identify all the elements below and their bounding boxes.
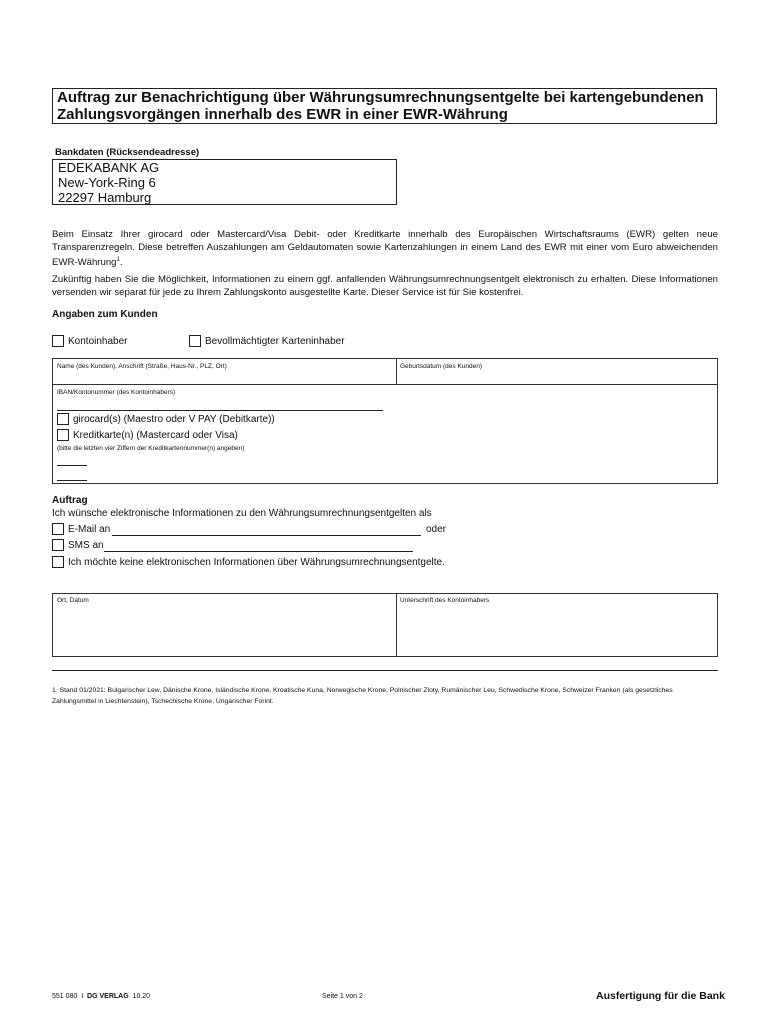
form-title [52, 88, 717, 124]
no-info-label: Ich möchte keine elektronischen Informationen über Währungsumrechnungsentgelte. [68, 556, 445, 568]
card-digits-hint: (bitte die letzten vier Ziffern der Kreditkartennummer(n) angeben) [57, 445, 245, 452]
intro-paragraph-2: Zukünftig haben Sie die Möglichkeit, Informationen zu einem ggf. anfallenden Währungsumrechnungsentgelt elektronisch zu erhalten. Diese Informationen versenden wir separat für jede zu Ihrem Zahlungskonto ausgestellte Karte. Dieser Service ist für Sie kostenfrei. [52, 274, 718, 298]
iban-label: IBAN/Kontonummer (des Kontoinhabers) [57, 389, 176, 396]
creditcard-label: Kreditkarte(n) (Mastercard oder Visa) [73, 429, 238, 441]
order-intro: Ich wünsche elektronische Informationen zu den Währungsumrechnungsentgelten als [52, 508, 432, 519]
option-email[interactable] [52, 523, 110, 535]
footnote-number: 1 [52, 687, 56, 694]
authorized-cardholder-label: Bevollmächtigter Karteninhaber [205, 335, 345, 347]
option-authorized-cardholder[interactable] [189, 335, 345, 347]
option-account-holder[interactable] [52, 335, 128, 347]
form-version: 10.20 [132, 993, 151, 1000]
place-date-label: Ort, Datum [57, 597, 89, 604]
footnote-ref: 1 [116, 257, 120, 263]
girocard-checkbox[interactable] [57, 413, 69, 425]
bank-data-label: Bankdaten (Rücksendeadresse) [55, 147, 200, 158]
bank-address-box [52, 159, 397, 205]
form-number: 551 080 [52, 993, 78, 1000]
customer-name-label: Name (des Kunden), Anschrift (Straße, Haus-Nr., PLZ, Ort) [57, 363, 227, 370]
signature-divider [396, 594, 397, 656]
bank-street: New-York-Ring 6 [58, 175, 156, 190]
intro-paragraph-1-text: Beim Einsatz Ihrer girocard oder Mastercard/Visa Debit- oder Kreditkarte innerhalb des Europäischen Wirtschaftsraums (EWR) gelten neue Transparenzregeln. Diese betreffen Auszahlungen am Geldautomaten sowie Kartenzahlungen in einem Land des EWR mit einer vom Euro abweichenden EWR-Währung [52, 229, 718, 269]
footnote [52, 685, 718, 707]
email-label: E-Mail an [68, 523, 111, 535]
footer-separator: I [81, 993, 84, 1000]
email-input-line[interactable] [112, 535, 421, 536]
option-creditcard[interactable] [57, 429, 238, 441]
authorized-cardholder-checkbox[interactable] [189, 335, 201, 347]
sms-label: SMS an [68, 539, 104, 551]
copy-designation: Ausfertigung für die Bank [596, 990, 725, 1002]
page-number: Seite 1 von 2 [322, 993, 363, 1000]
publisher-logo: DG VERLAG [87, 993, 129, 1000]
card-digits-input-1[interactable] [57, 465, 87, 466]
footnote-text: Stand 01/2021: Bulgarischer Lew, Dänische Krone, Isländische Krone, Kroatische Kuna, Norwegische Krone, Polnischer Zloty, Rumänischer Leu, Schwedische Krone, Schweizer Franken (als gesetzliches Zahlungsmittel in Liechtenstein), Tschechische Krone, Ungarischer Forint. [52, 687, 673, 705]
signature-box [52, 593, 718, 657]
email-checkbox[interactable] [52, 523, 64, 535]
account-holder-checkbox[interactable] [52, 335, 64, 347]
or-label: oder [426, 524, 447, 535]
option-girocard[interactable] [57, 413, 275, 425]
bank-city: 22297 Hamburg [58, 190, 152, 205]
intro-paragraph-1 [52, 229, 718, 270]
option-sms[interactable] [52, 539, 104, 551]
creditcard-checkbox[interactable] [57, 429, 69, 441]
iban-input-line[interactable] [57, 410, 383, 411]
footnote-separator [52, 670, 718, 671]
no-info-checkbox[interactable] [52, 556, 64, 568]
sms-checkbox[interactable] [52, 539, 64, 551]
form-title-line1: Auftrag zur Benachrichtigung über Währungsumrechnungsentgelte bei kartengebundenen [57, 89, 704, 106]
form-title-line2: Zahlungsvorgängen innerhalb des EWR in einer EWR-Währung [57, 105, 508, 123]
customer-data-box [52, 358, 718, 484]
card-digits-input-2[interactable] [57, 480, 87, 481]
girocard-label: girocard(s) (Maestro oder V PAY (Debitkarte)) [73, 413, 275, 425]
intro-paragraph-1-end: . [119, 257, 123, 269]
sms-input-line[interactable] [104, 551, 413, 552]
customer-heading: Angaben zum Kunden [52, 309, 158, 320]
option-no-info[interactable] [52, 556, 445, 568]
footer-form-info [52, 993, 150, 1000]
customer-dob-label: Geburtsdatum (des Kunden) [400, 363, 483, 370]
account-holder-label: Kontoinhaber [68, 335, 128, 347]
signature-label: Unterschrift des Kontoinhabers [400, 597, 490, 604]
bank-name: EDEKABANK AG [58, 160, 160, 175]
order-heading: Auftrag [52, 495, 88, 506]
customer-row-divider [396, 359, 397, 385]
